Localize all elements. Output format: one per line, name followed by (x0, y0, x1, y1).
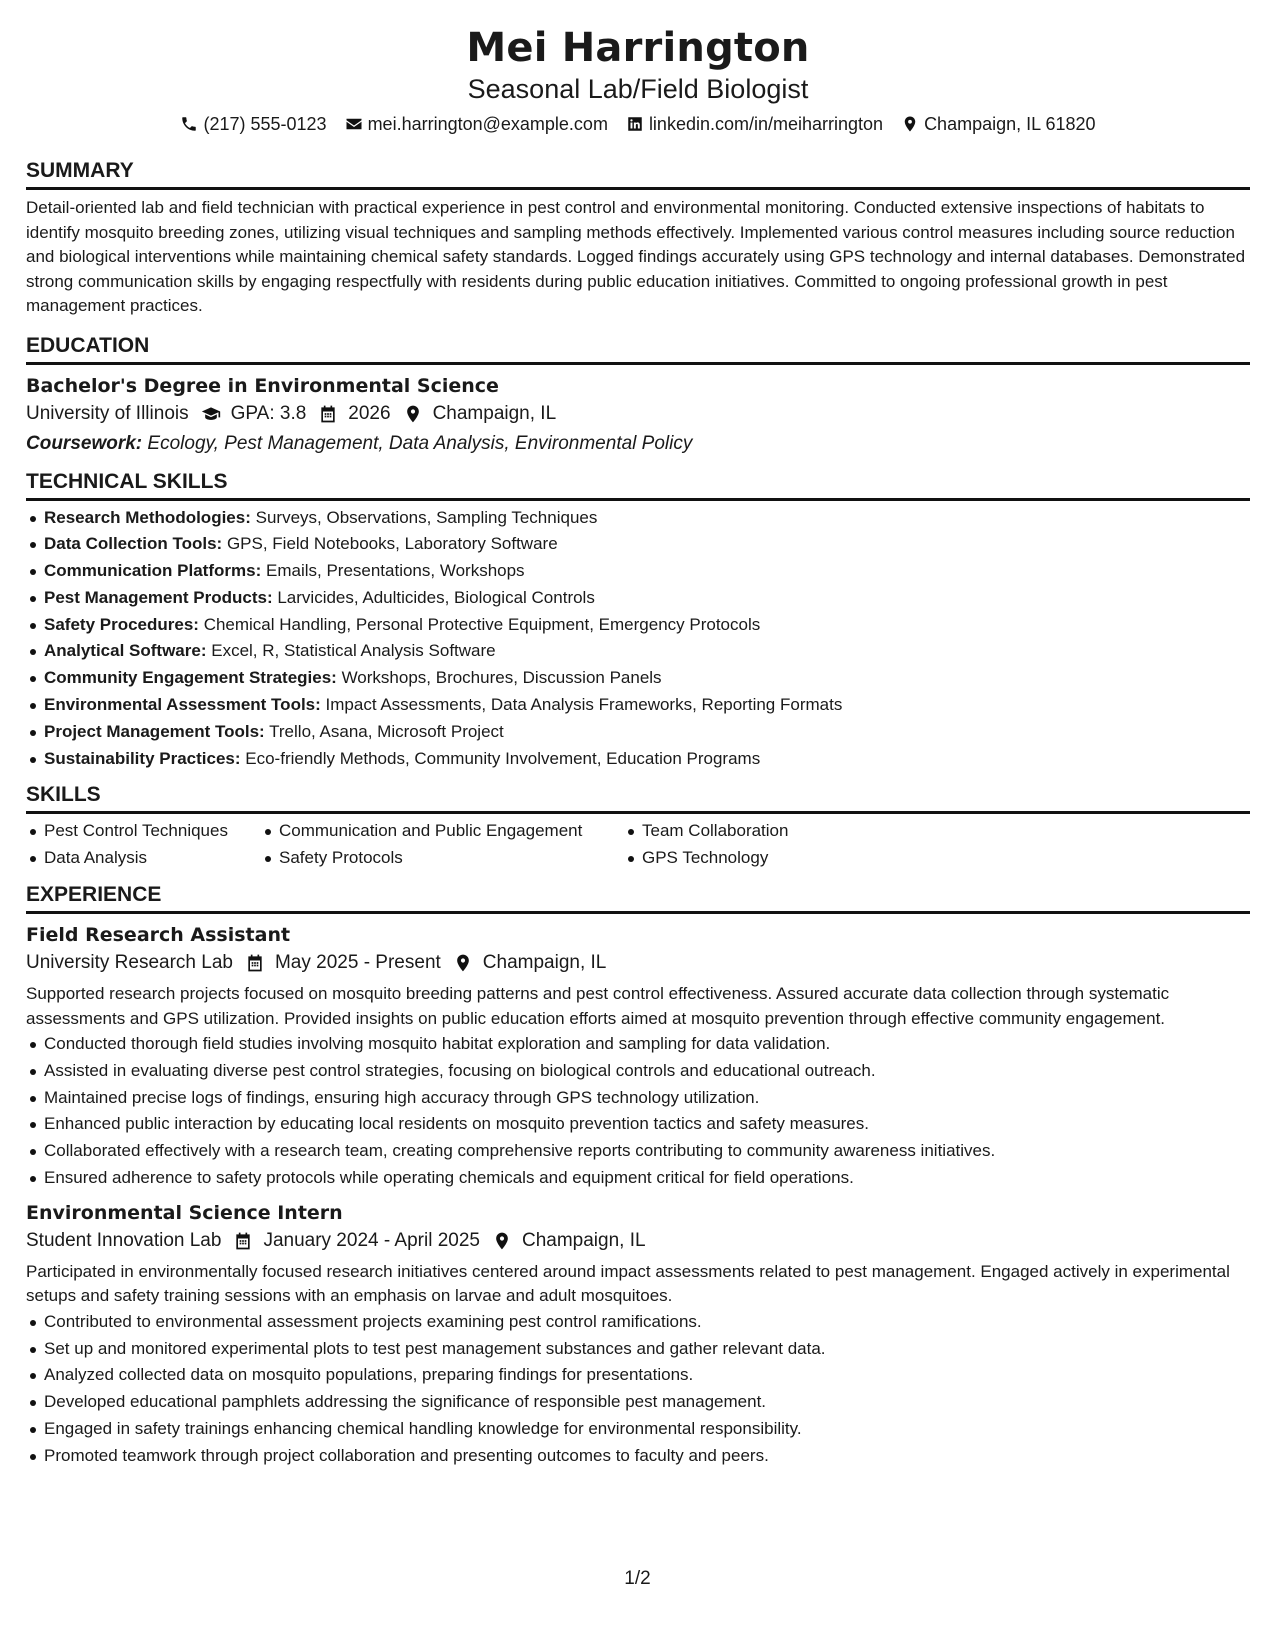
summary-text: Detail-oriented lab and field technician with practical experience in pest control and environmental monitoring. Conducted extensive inspections of habitats to identify mosquito breeding zones, utilizing visual techniques and sampling methods effectively. Implemented various control measures including source reduction and biological interventions while maintaining chemical safety standards. Logged findings accurately using GPS technology and internal databases. Demonstrated strong communication skills by engaging respectfully with residents during public education initiatives. Committed to ongoing professional growth in pest management practices. (26, 198, 1246, 315)
list-item: Data Analysis (26, 845, 261, 872)
calendar-icon (245, 953, 265, 973)
skills-column (26, 818, 261, 872)
job-location: Champaign, IL (482, 952, 607, 974)
list-item (26, 638, 1250, 665)
skills-heading: SKILLS (26, 782, 1250, 814)
skill-value: Workshops, Brochures, Discussion Panels (341, 668, 662, 688)
job-description: Participated in environmentally focused research initiatives centered around impact assessments related to pest management. Engaged actively in experimental setups and safety training sessions with an emphasis on larvae and adult mosquitoes. (26, 1261, 1230, 1306)
skill-value: Eco-friendly Methods, Community Involvement, Education Programs (245, 748, 761, 768)
list-item (26, 505, 1250, 532)
list-item: Engaged in safety trainings enhancing chemical handling knowledge for environmental responsibility. (26, 1416, 1250, 1443)
location-text: Champaign, IL 61820 (924, 114, 1096, 134)
contact-location (901, 112, 1095, 136)
graduation-cap-icon (201, 404, 221, 424)
education-meta (26, 399, 1250, 429)
list-item (26, 746, 1250, 773)
list-item: Promoted teamwork through project collaboration and presenting outcomes to faculty and peers. (26, 1443, 1250, 1470)
list-item (26, 612, 1250, 639)
summary-section (26, 158, 1250, 319)
job-location: Champaign, IL (521, 1229, 646, 1251)
job-dates: May 2025 - Present (274, 952, 441, 974)
skills-column (624, 818, 924, 872)
map-pin-icon (453, 953, 473, 973)
skill-value: Emails, Presentations, Workshops (265, 561, 525, 581)
candidate-title: Seasonal Lab/Field Biologist (467, 74, 809, 104)
coursework-line (26, 429, 1250, 459)
skill-value: Excel, R, Statistical Analysis Software (211, 641, 496, 661)
skill-label: Communication Platforms: (44, 561, 262, 581)
skill-value: Impact Assessments, Data Analysis Frameworks, Reporting Formats (325, 695, 843, 715)
list-item: Pest Control Techniques (26, 818, 261, 845)
coursework-text: Ecology, Pest Management, Data Analysis, Environmental Policy (147, 432, 693, 454)
job-entry (26, 1200, 1250, 1470)
skills-section (26, 782, 1250, 872)
contact-email[interactable] (345, 112, 608, 136)
list-item (26, 665, 1250, 692)
map-pin-icon (901, 115, 919, 133)
list-item: Ensured adherence to safety protocols while operating chemicals and equipment critical for field operations. (26, 1165, 1250, 1192)
list-item: Assisted in evaluating diverse pest control strategies, focusing on biological controls and educational outreach. (26, 1058, 1250, 1085)
skill-value: Chemical Handling, Personal Protective Equipment, Emergency Protocols (203, 614, 761, 634)
job-bullets (26, 1309, 1250, 1470)
calendar-icon (318, 404, 338, 424)
candidate-name: Mei Harrington (466, 25, 810, 71)
list-item (26, 558, 1250, 585)
list-item: Team Collaboration (624, 818, 924, 845)
calendar-icon (233, 1231, 253, 1251)
list-item: Maintained precise logs of findings, ensuring high accuracy through GPS technology utilization. (26, 1085, 1250, 1112)
list-item: Developed educational pamphlets addressing the significance of responsible pest management. (26, 1389, 1250, 1416)
list-item (26, 692, 1250, 719)
skill-label: Data Collection Tools: (44, 534, 223, 554)
job-title: Field Research Assistant (26, 924, 291, 947)
skill-label: Project Management Tools: (44, 721, 265, 741)
phone-text: (217) 555-0123 (203, 114, 327, 134)
education-year: 2026 (348, 402, 391, 424)
coursework-label: Coursework: (26, 432, 143, 454)
skill-label: Environmental Assessment Tools: (44, 695, 321, 715)
resume-page (26, 22, 1250, 1470)
job-entry (26, 922, 1250, 1192)
list-item: Collaborated effectively with a research team, creating comprehensive reports contributing to community awareness initiatives. (26, 1138, 1250, 1165)
map-pin-icon (403, 404, 423, 424)
technical-skills-heading: TECHNICAL SKILLS (26, 469, 1250, 501)
job-org: Student Innovation Lab (26, 1229, 222, 1251)
list-item (26, 531, 1250, 558)
gpa-text: GPA: 3.8 (230, 402, 307, 424)
education-section (26, 333, 1250, 459)
contact-linkedin[interactable] (626, 112, 883, 136)
list-item: Communication and Public Engagement (261, 818, 624, 845)
list-item: Enhanced public interaction by educating local residents on mosquito prevention tactics and safety measures. (26, 1111, 1250, 1138)
list-item: Conducted thorough field studies involving mosquito habitat exploration and sampling for data validation. (26, 1031, 1250, 1058)
skill-value: GPS, Field Notebooks, Laboratory Software (226, 534, 558, 554)
resume-header (26, 22, 1250, 136)
list-item: GPS Technology (624, 845, 924, 872)
degree-title: Bachelor's Degree in Environmental Science (26, 374, 499, 397)
school-name: University of Illinois (26, 402, 189, 424)
list-item: Analyzed collected data on mosquito populations, preparing findings for presentations. (26, 1362, 1250, 1389)
skill-value: Trello, Asana, Microsoft Project (269, 721, 504, 741)
skills-grid (26, 818, 1250, 872)
email-text: mei.harrington@example.com (367, 114, 608, 134)
skill-label: Safety Procedures: (44, 614, 199, 634)
skill-value: Larvicides, Adulticides, Biological Controls (277, 587, 595, 607)
contact-bar (26, 112, 1250, 136)
summary-heading: SUMMARY (26, 158, 1250, 190)
skill-label: Analytical Software: (44, 641, 207, 661)
experience-heading: EXPERIENCE (26, 882, 1250, 914)
skill-value: Surveys, Observations, Sampling Techniques (255, 507, 598, 527)
job-description: Supported research projects focused on mosquito breeding patterns and pest control effectiveness. Assured accurate data collection through systematic assessments and GPS utilization. Provided insights on public education efforts aimed at mosquito prevention through effective community engagement. (26, 984, 1170, 1028)
list-item (26, 585, 1250, 612)
technical-skills-section (26, 469, 1250, 773)
linkedin-text: linkedin.com/in/meiharrington (648, 114, 884, 134)
job-bullets (26, 1031, 1250, 1192)
page-number: 1/2 (624, 1568, 651, 1589)
skill-label: Sustainability Practices: (44, 748, 241, 768)
education-location: Champaign, IL (432, 402, 557, 424)
skills-column (261, 818, 624, 872)
list-item: Set up and monitored experimental plots to test pest management substances and gather relevant data. (26, 1336, 1250, 1363)
skill-label: Research Methodologies: (44, 507, 251, 527)
envelope-icon (345, 115, 363, 133)
phone-icon (180, 115, 198, 133)
job-dates: January 2024 - April 2025 (263, 1229, 480, 1251)
job-org: University Research Lab (26, 952, 233, 974)
education-heading: EDUCATION (26, 333, 1250, 365)
linkedin-icon (626, 115, 644, 133)
list-item (26, 719, 1250, 746)
job-title: Environmental Science Intern (26, 1201, 343, 1224)
job-meta (26, 948, 1250, 978)
job-meta (26, 1226, 1250, 1256)
list-item: Contributed to environmental assessment projects examining pest control ramifications. (26, 1309, 1250, 1336)
map-pin-icon (492, 1231, 512, 1251)
skill-label: Community Engagement Strategies: (44, 668, 337, 688)
contact-phone[interactable] (180, 112, 326, 136)
skill-label: Pest Management Products: (44, 587, 273, 607)
technical-skills-list (26, 505, 1250, 773)
list-item: Safety Protocols (261, 845, 624, 872)
experience-section (26, 882, 1250, 1470)
